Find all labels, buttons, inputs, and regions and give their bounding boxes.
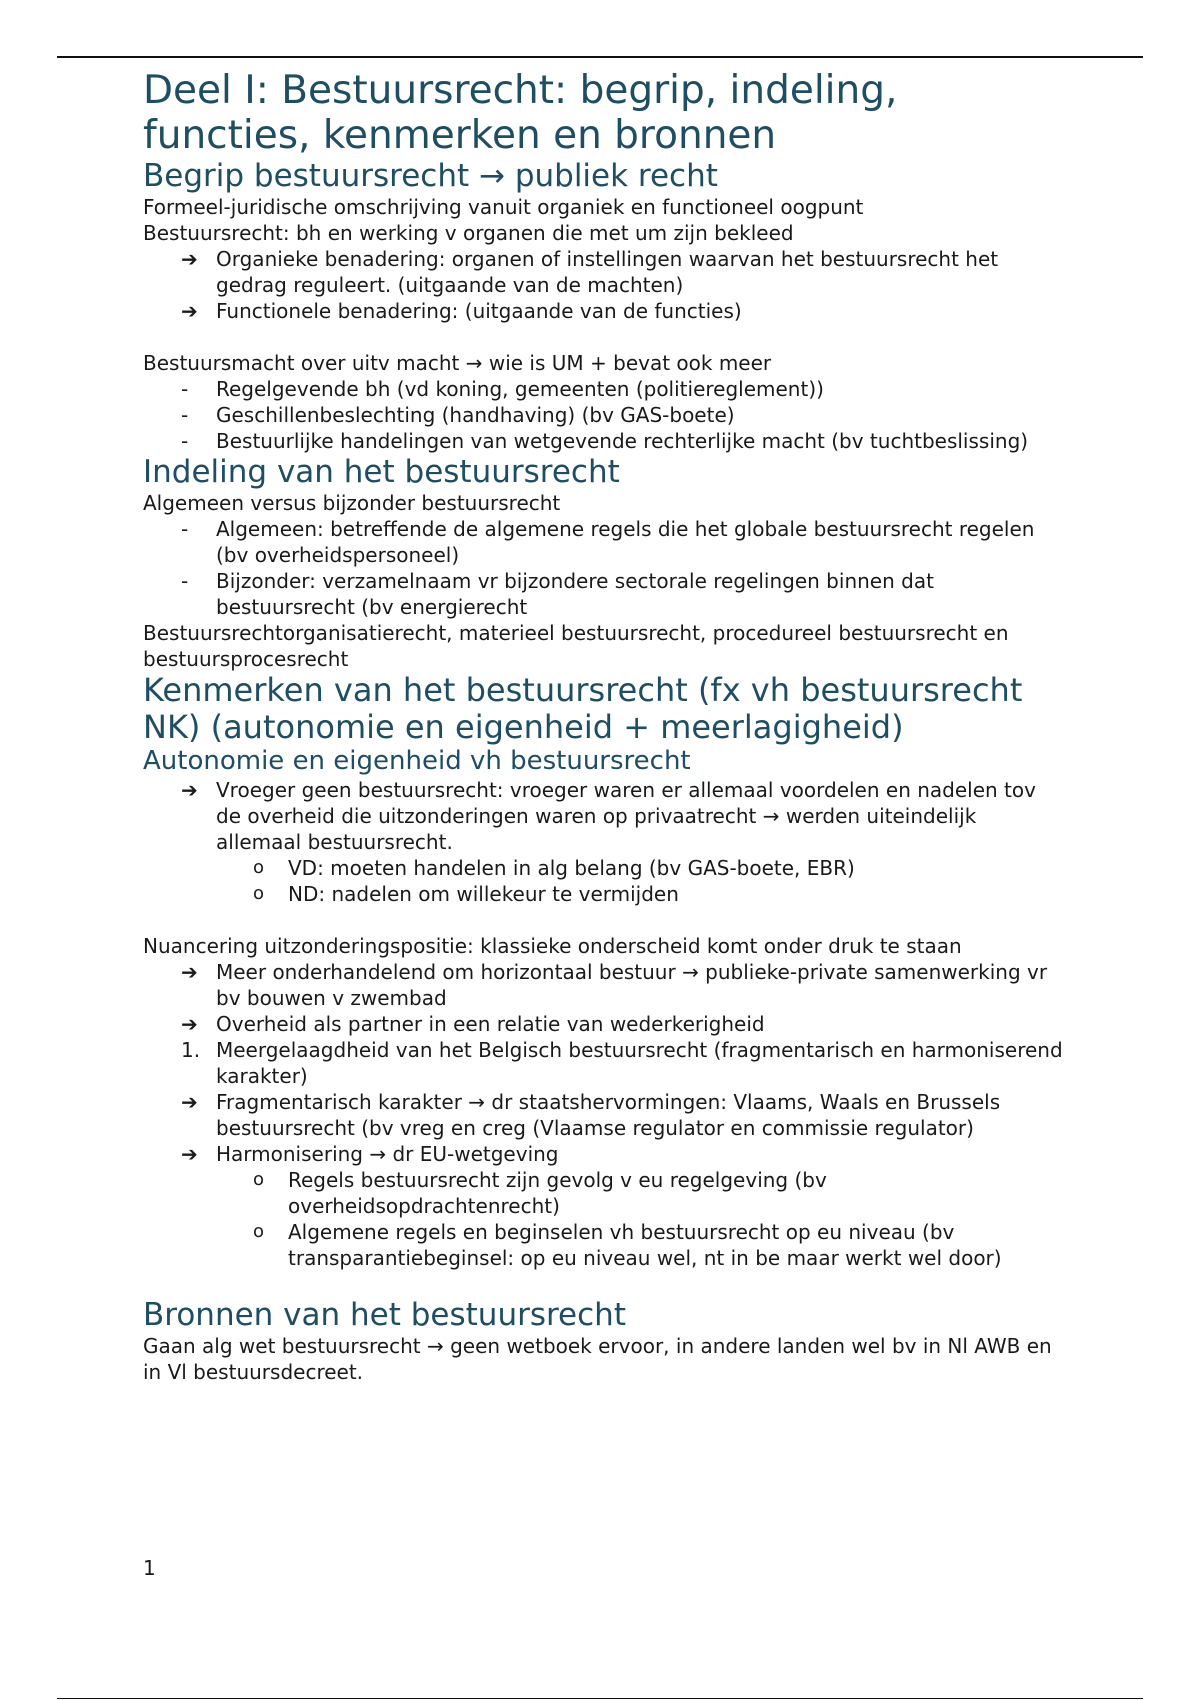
circle-bullet: o ND: nadelen om willekeur te vermijden	[253, 882, 679, 906]
circle-icon: o	[253, 857, 265, 878]
arrow-bullet: ➔ Fragmentarisch karakter → dr staatshervormingen: Vlaams, Waals en Brussels bestuursrecht (bv vreg en creg (Vlaamse regulator en commissie regulator)	[181, 1090, 1001, 1140]
dash-bullet: - Bijzonder: verzamelnaam vr bijzondere sectorale regelingen binnen dat bestuursrecht (bv energierecht	[181, 569, 934, 619]
paragraph: Gaan alg wet bestuursrecht → geen wetboek ervoor, in andere landen wel bv in Nl AWB en in Vl bestuursdecreet.	[143, 1334, 1052, 1384]
document-title: Deel I: Bestuursrecht: begrip, indeling, functies, kenmerken en bronnen	[143, 68, 898, 158]
dash-icon: -	[181, 403, 189, 427]
arrow-bullet: ➔ Functionele benadering: (uitgaande van de functies)	[181, 299, 742, 323]
arrow-icon: ➔	[181, 1090, 198, 1114]
paragraph: Algemeen versus bijzonder bestuursrecht	[143, 491, 561, 515]
dash-bullet: - Geschillenbeslechting (handhaving) (bv GAS-boete)	[181, 403, 735, 427]
arrow-icon: ➔	[181, 1012, 198, 1036]
arrow-bullet: ➔ Harmonisering → dr EU-wetgeving	[181, 1142, 559, 1166]
heading-indeling: Indeling van het bestuursrecht	[143, 454, 620, 490]
footer-rule	[57, 1698, 1143, 1699]
numbered-item: 1. Meergelaagdheid van het Belgisch bestuursrecht (fragmentarisch en harmoniserend karakter)	[181, 1038, 1063, 1088]
page-number: 1	[143, 1556, 156, 1580]
arrow-bullet: ➔ Organieke benadering: organen of instellingen waarvan het bestuursrecht het gedrag reguleert. (uitgaande van de machten)	[181, 247, 999, 297]
arrow-icon: ➔	[181, 247, 198, 271]
subheading-autonomie: Autonomie en eigenheid vh bestuursrecht	[143, 746, 691, 776]
document-page	[143, 68, 1063, 1385]
paragraph: Bestuursrechtorganisatierecht, materieel bestuursrecht, procedureel bestuursrecht en bestuursprocesrecht	[143, 621, 1009, 671]
circle-bullet: o Regels bestuursrecht zijn gevolg v eu regelgeving (bv overheidsopdrachtenrecht)	[253, 1168, 827, 1218]
arrow-bullet: ➔ Meer onderhandelend om horizontaal bestuur → publieke-private samenwerking vr bv bouwen v zwembad	[181, 960, 1048, 1010]
circle-bullet: o Algemene regels en beginselen vh bestuursrecht op eu niveau (bv transparantiebeginsel: op eu niveau wel, nt in be maar werkt wel door)	[253, 1220, 1002, 1270]
paragraph: Bestuursmacht over uitv macht → wie is UM + bevat ook meer	[143, 351, 772, 375]
circle-icon: o	[253, 883, 265, 904]
header-rule	[57, 56, 1143, 58]
number-label: 1.	[181, 1038, 201, 1062]
paragraph: Bestuursrecht: bh en werking v organen die met um zijn bekleed	[143, 221, 794, 245]
arrow-icon: ➔	[181, 299, 198, 323]
dash-icon: -	[181, 377, 189, 401]
circle-icon: o	[253, 1169, 265, 1190]
arrow-bullet: ➔ Vroeger geen bestuursrecht: vroeger waren er allemaal voordelen en nadelen tov de overheid die uitzonderingen waren op privaatrecht → werden uiteindelijk allemaal bestuursrecht.	[181, 778, 1036, 854]
arrow-bullet: ➔ Overheid als partner in een relatie van wederkerigheid	[181, 1012, 765, 1036]
dash-bullet: - Regelgevende bh (vd koning, gemeenten (politiereglement))	[181, 377, 824, 401]
heading-kenmerken: Kenmerken van het bestuursrecht (fx vh bestuursrecht NK) (autonomie en eigenheid + meerlagigheid)	[143, 671, 1023, 746]
arrow-icon: ➔	[181, 778, 198, 802]
paragraph: Nuancering uitzonderingspositie: klassieke onderscheid komt onder druk te staan	[143, 934, 962, 958]
heading-bronnen: Bronnen van het bestuursrecht	[143, 1297, 626, 1333]
arrow-icon: ➔	[181, 960, 198, 984]
circle-bullet: o VD: moeten handelen in alg belang (bv GAS-boete, EBR)	[253, 856, 855, 880]
dash-bullet: - Bestuurlijke handelingen van wetgevende rechterlijke macht (bv tuchtbeslissing)	[181, 429, 1029, 453]
dash-icon: -	[181, 429, 189, 453]
circle-icon: o	[253, 1221, 265, 1242]
dash-icon: -	[181, 517, 189, 541]
paragraph: Formeel-juridische omschrijving vanuit organiek en functioneel oogpunt	[143, 195, 864, 219]
dash-bullet: - Algemeen: betreffende de algemene regels die het globale bestuursrecht regelen (bv overheidspersoneel)	[181, 517, 1035, 567]
dash-icon: -	[181, 569, 189, 593]
heading-begrip: Begrip bestuursrecht → publiek recht	[143, 158, 718, 194]
arrow-icon: ➔	[181, 1142, 198, 1166]
